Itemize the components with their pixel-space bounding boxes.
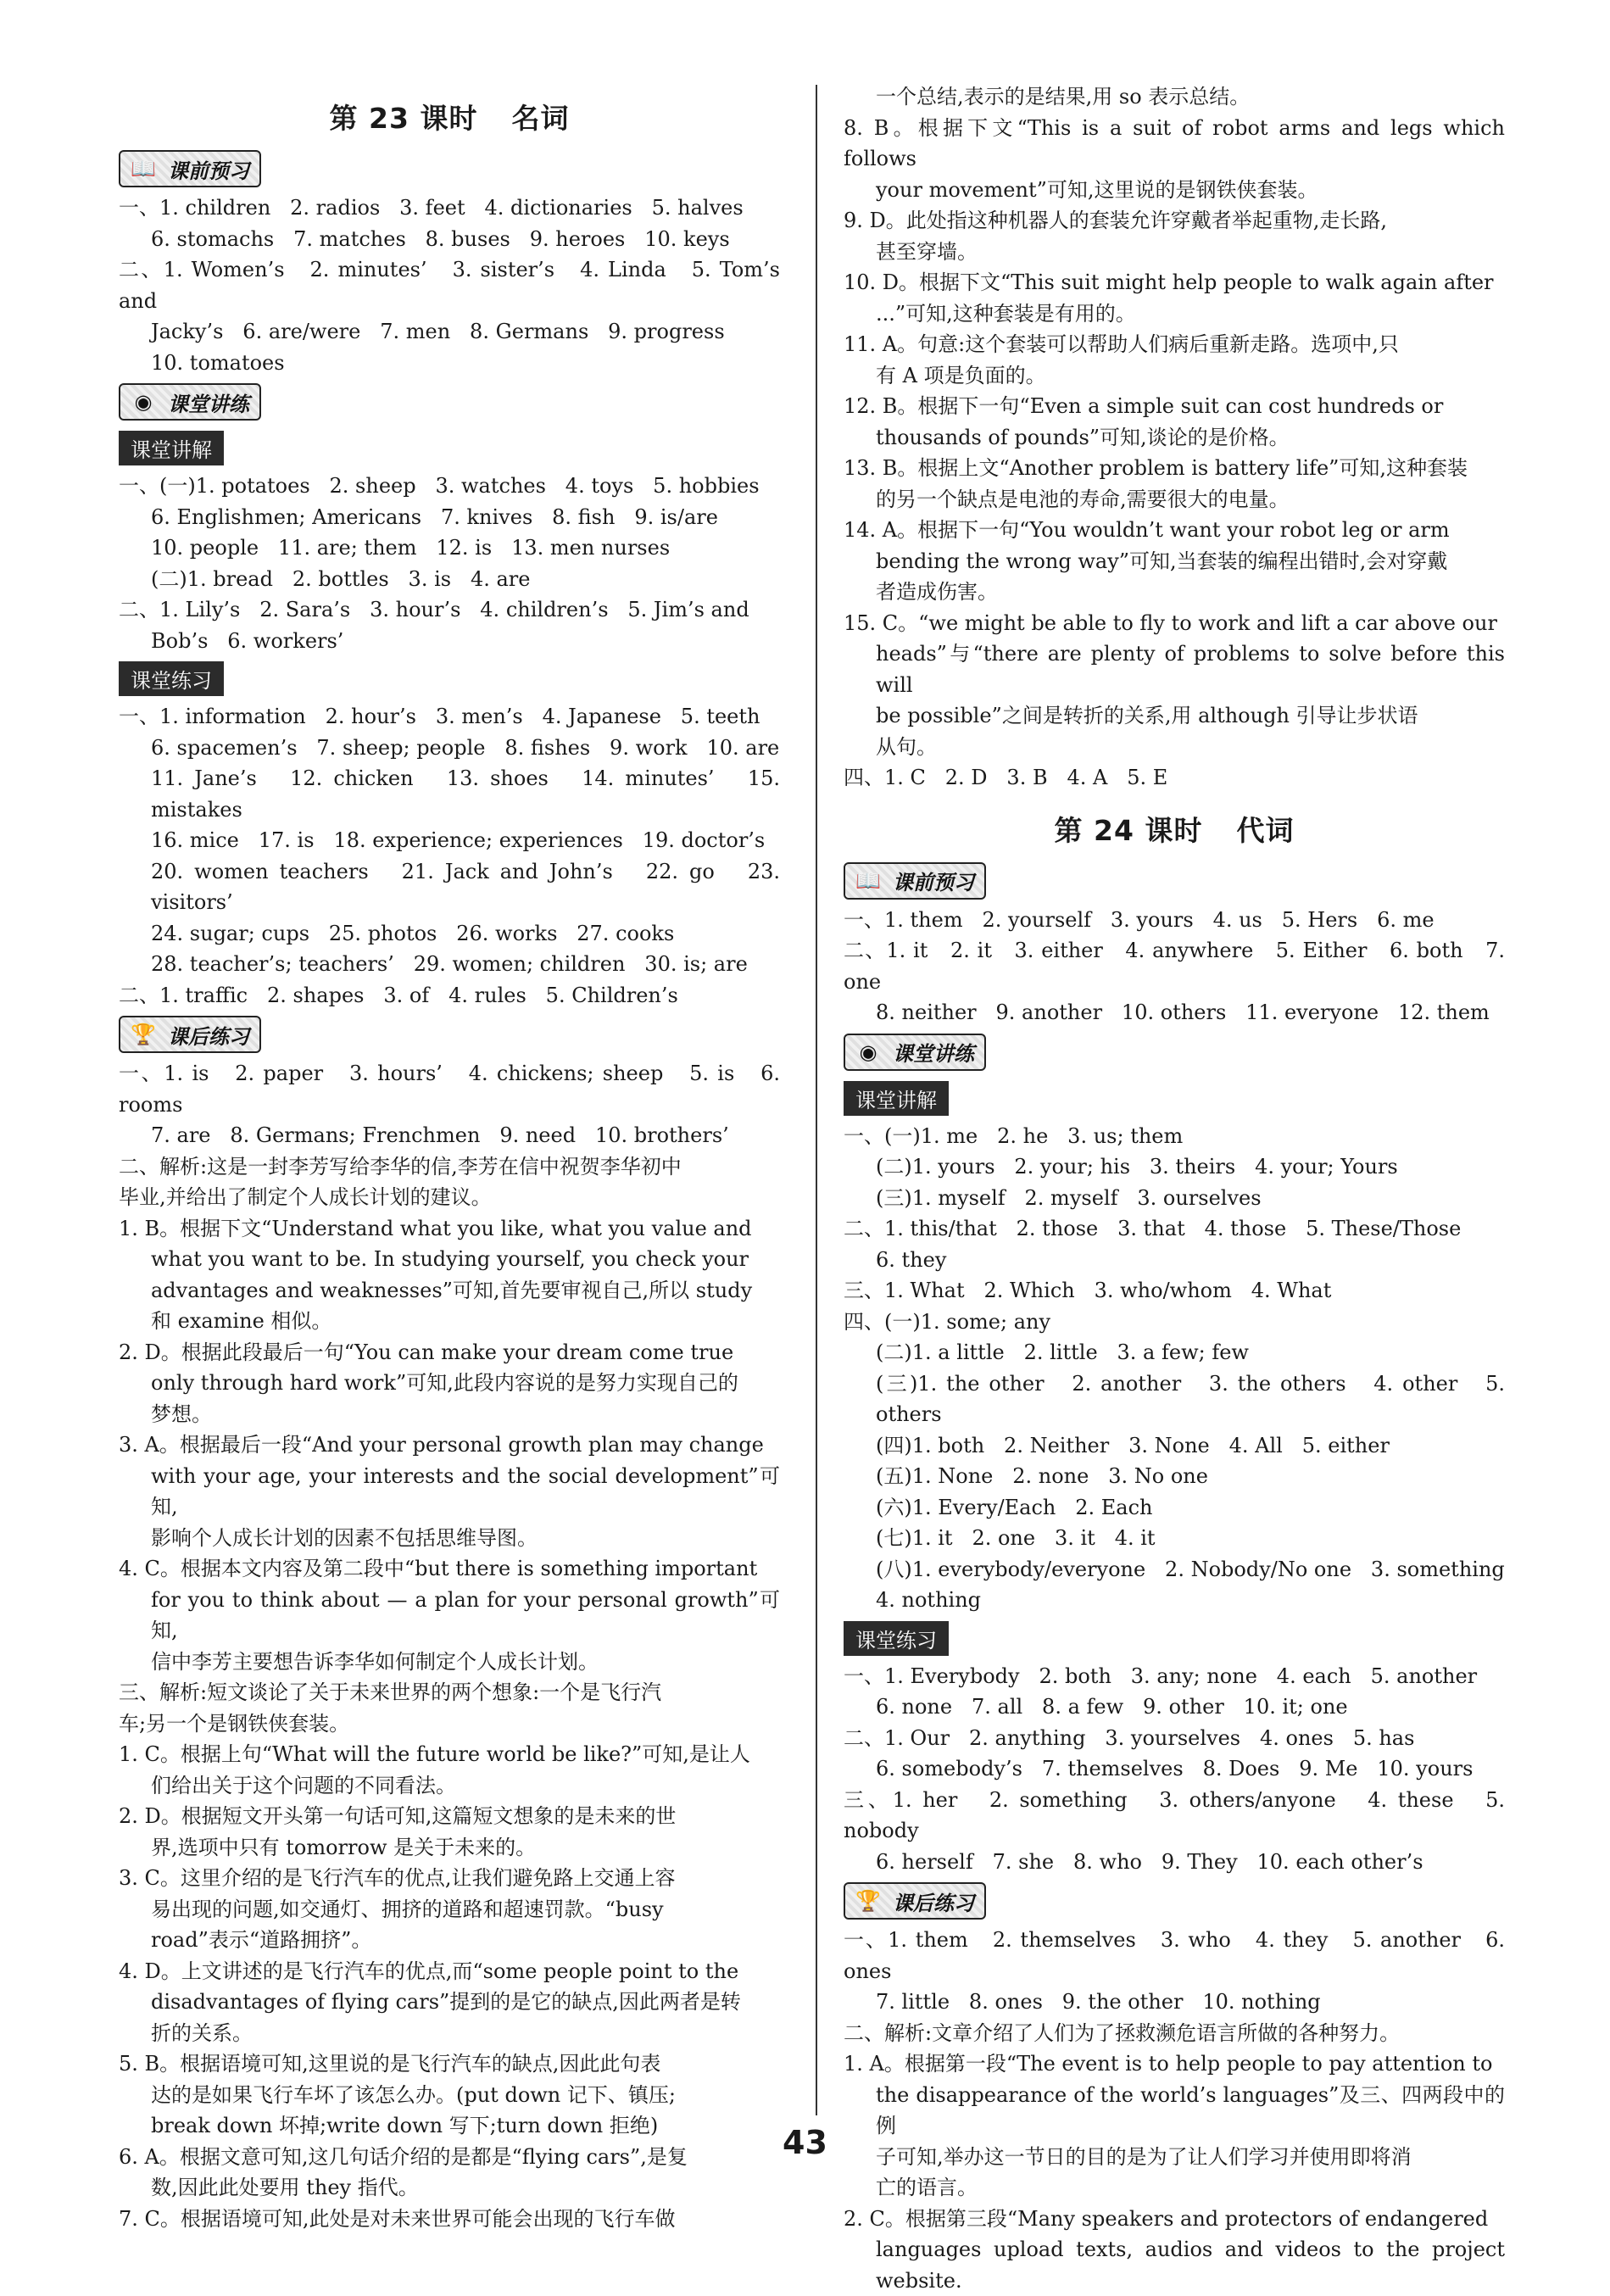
answer-line: (五)1. None 2. none 3. No one — [876, 1464, 1208, 1488]
answer-line: 一、1. them 2. themselves 3. who 4. they 5. another 6. ones — [844, 1928, 1512, 1983]
answer-line: 一、1. is 2. paper 3. hours’ 4. chickens; sheep 5. is 6. rooms — [119, 1062, 787, 1117]
answer-line: 毕业,并给出了制定个人成长计划的建议。 — [119, 1185, 492, 1209]
answer-line: (六)1. Every/Each 2. Each — [876, 1495, 1153, 1519]
answer-line: 亡的语言。 — [876, 2176, 978, 2199]
answer-line: 三、1. What 2. Which 3. who/whom 4. What — [844, 1279, 1332, 1302]
answer-line: the disappearance of the world’s languages”及三、四两段中的例 — [876, 2082, 1505, 2137]
continued-answers — [844, 81, 1512, 794]
answer-line: 9. D。此处指这种机器人的套装允许穿戴者举起重物,走长路, — [844, 209, 1388, 232]
lesson-23-title: 第 23 课时 名词 — [329, 102, 570, 135]
answer-line: 者造成伤害。 — [876, 580, 998, 604]
answer-line: 6. Englishmen; Americans 7. knives 8. fish 9. is/are — [151, 504, 718, 529]
book-icon: 📖 — [131, 157, 156, 181]
answer-line: 2. D。根据此段最后一句“You can make your dream come true — [119, 1340, 734, 1364]
answer-line: 6. herself 7. she 8. who 9. They 10. each other’s — [876, 1849, 1423, 1874]
answer-line: 11. Jane’s 12. chicken 13. shoes 14. minutes’ 15. mistakes — [151, 766, 787, 822]
answer-line: 10. tomatoes — [151, 350, 285, 375]
answer-line: 一个总结,表示的是结果,用 so 表示总结。 — [876, 85, 1251, 109]
answer-line: heads”与“there are plenty of problems to solve before this will — [876, 642, 1512, 697]
answer-line: Bob’s 6. workers’ — [151, 628, 344, 653]
answer-line: 有 A 项是负面的。 — [876, 363, 1046, 387]
trophy-icon: 🏆 — [855, 1889, 881, 1913]
answer-line: 四、1. C 2. D 3. B 4. A 5. E — [844, 766, 1168, 789]
answer-line: be possible”之间是转折的关系,用 although 引导让步状语 — [876, 704, 1418, 727]
answer-line: 们给出关于这个问题的不同看法。 — [151, 1773, 456, 1797]
explain-answers — [844, 1121, 1512, 1616]
explain-answers — [119, 471, 780, 656]
answer-line: 甚至穿墙。 — [876, 239, 978, 264]
answer-line: 4. C。根据本文内容及第二段中“but there is something important — [119, 1557, 758, 1580]
practice-subheading: 课堂练习 — [119, 661, 224, 696]
answer-line: 6. A。根据文意可知,这几句话介绍的是都是“flying cars”,是复 — [119, 2144, 688, 2169]
answer-line: (八)1. everybody/everyone 2. Nobody/No one 3. something — [876, 1557, 1505, 1581]
answer-line: 6. none 7. all 8. a few 9. other 10. it; one — [876, 1695, 1348, 1719]
explain-subheading: 课堂讲解 — [119, 431, 224, 465]
answer-line: 一、1. children 2. radios 3. feet 4. dictionaries 5. halves — [119, 196, 744, 220]
answer-line: 信中李芳主要想告诉李华如何制定个人成长计划。 — [151, 1649, 599, 1674]
answer-line: advantages and weaknesses”可知,首先要审视自己,所以 study — [151, 1278, 753, 1302]
answer-line: (二)1. bread 2. bottles 3. is 4. are — [151, 566, 531, 591]
practice-subheading: 课堂练习 — [844, 1621, 949, 1656]
answer-line: 7. C。根据语境可知,此处是对未来世界可能会出现的飞行车做 — [119, 2206, 676, 2231]
answer-line: 1. A。根据第一段“The event is to help people to pay attention to — [844, 2052, 1493, 2076]
answer-line: 5. B。根据语境可知,这里说的是飞行汽车的缺点,因此此句表 — [119, 2052, 661, 2076]
right-column — [844, 81, 1512, 2296]
preview-banner: 📖 课前预习 — [119, 150, 261, 187]
after-class-answers — [119, 1058, 787, 2234]
preview-answers — [119, 192, 787, 378]
answer-line: 1. B。根据下文“Understand what you like, what you value and — [119, 1216, 752, 1240]
class-banner: ◉ 课堂讲练 — [119, 383, 261, 421]
answer-line: 一、1. Everybody 2. both 3. any; none 4. each 5. another — [844, 1663, 1478, 1688]
answer-line: 8. B。根据下文“This is a suit of robot arms and legs which follows — [844, 115, 1512, 170]
answer-line: 2. D。根据短文开头第一句话可知,这篇短文想象的是未来的世 — [119, 1804, 677, 1828]
answer-line: 24. sugar; cups 25. photos 26. works 27. cooks — [151, 921, 675, 945]
answer-line: 二、1. it 2. it 3. either 4. anywhere 5. Either 6. both 7. one — [844, 939, 1512, 994]
after-class-banner: 🏆 课后练习 — [844, 1882, 986, 1920]
answer-line: 数,因此此处要用 they 指代。 — [151, 2176, 419, 2199]
after-class-banner: 🏆 课后练习 — [119, 1016, 261, 1053]
answer-line: 二、1. Our 2. anything 3. yourselves 4. ones 5. has — [844, 1725, 1415, 1750]
answer-line: 3. C。这里介绍的是飞行汽车的优点,让我们避免路上交通上容 — [119, 1866, 676, 1890]
answer-line: road”表示“道路拥挤”。 — [151, 1928, 372, 1952]
answer-line: 二、1. Lily’s 2. Sara’s 3. hour’s 4. children’s 5. Jim’s and — [119, 598, 749, 621]
answer-line: 7. little 8. ones 9. the other 10. nothing — [876, 1990, 1321, 2014]
answer-line: 6. somebody’s 7. themselves 8. Does 9. Me 10. yours — [876, 1757, 1474, 1781]
answer-line: 6. stomachs 7. matches 8. buses 9. heroes 10. keys — [151, 226, 730, 251]
answer-line: 15. C。“we might be able to fly to work and lift a car above our — [844, 610, 1497, 635]
answer-line: only through hard work”可知,此段内容说的是努力实现自己的 — [151, 1371, 738, 1395]
page-number: 43 — [783, 2124, 827, 2161]
answer-line: 11. A。句意:这个套装可以帮助人们病后重新走路。选项中,只 — [844, 332, 1399, 356]
answer-line: 6. spacemen’s 7. sheep; people 8. fishes 9. work 10. are — [151, 735, 780, 760]
answer-line: 12. B。根据下一句“Even a simple suit can cost hundreds or — [844, 394, 1444, 418]
answer-line: 三、1. her 2. something 3. others/anyone 4. these 5. nobody — [844, 1787, 1512, 1842]
answer-line: 从句。 — [876, 734, 937, 759]
answer-line: 二、1. traffic 2. shapes 3. of 4. rules 5. Children’s — [119, 983, 678, 1007]
answer-line: 折的关系。 — [151, 2020, 253, 2045]
trophy-icon: 🏆 — [131, 1023, 156, 1046]
answer-line: 车;另一个是钢铁侠套装。 — [119, 1711, 350, 1736]
left-column — [119, 81, 787, 2234]
answer-line: 10. D。根据下文“This suit might help people to walk again after — [844, 270, 1494, 294]
answer-line: 三、解析:短文谈论了关于未来世界的两个想象:一个是飞行汽 — [119, 1680, 662, 1704]
book-icon: 📖 — [855, 868, 881, 893]
preview-answers — [844, 905, 1512, 1028]
answer-line: 梦想。 — [151, 1402, 212, 1426]
answer-line: 10. people 11. are; them 12. is 13. men nurses — [151, 536, 671, 560]
preview-banner: 📖 课前预习 — [844, 862, 986, 900]
answer-line: thousands of pounds”可知,谈论的是价格。 — [876, 425, 1290, 449]
answer-line: 6. they — [876, 1247, 947, 1272]
answer-line: what you want to be. In studying yourself, you check your — [151, 1247, 749, 1271]
answer-line: 一、(一)1. potatoes 2. sheep 3. watches 4. toys 5. hobbies — [119, 474, 760, 498]
answer-line: 二、1. Women’s 2. minutes’ 3. sister’s 4. Linda 5. Tom’s and — [119, 258, 787, 313]
answer-line: 16. mice 17. is 18. experience; experiences 19. doctor’s — [151, 828, 766, 852]
answer-line: 影响个人成长计划的因素不包括思维导图。 — [151, 1525, 538, 1550]
answer-line: (二)1. a little 2. little 3. a few; few — [876, 1340, 1249, 1364]
answer-line: 和 examine 相似。 — [151, 1309, 332, 1333]
answer-line: 13. B。根据上文“Another problem is battery life”可知,这种套装 — [844, 456, 1468, 480]
lesson-24-title: 第 24 课时 代词 — [1054, 813, 1295, 847]
answer-line: Jacky’s 6. are/were 7. men 8. Germans 9. progress — [151, 320, 725, 343]
answer-line: 一、1. them 2. yourself 3. yours 4. us 5. Hers 6. me — [844, 907, 1435, 932]
answer-line: (二)1. yours 2. your; his 3. theirs 4. your; Yours — [876, 1155, 1398, 1179]
answer-line: 子可知,举办这一节日的目的是为了让人们学习并使用即将消 — [876, 2144, 1412, 2169]
answer-line: 3. A。根据最后一段“And your personal growth plan may change — [119, 1433, 764, 1457]
answer-line: 14. A。根据下一句“You wouldn’t want your robot leg or arm — [844, 518, 1450, 542]
answer-line: 二、1. this/that 2. those 3. that 4. those 5. These/Those — [844, 1217, 1462, 1240]
answer-line: 达的是如果飞行车坏了该怎么办。(put down 记下、镇压; — [151, 2082, 676, 2107]
answer-line: break down 坏掉;write down 写下;turn down 拒绝) — [151, 2114, 659, 2137]
answer-line: 四、(一)1. some; any — [844, 1309, 1051, 1334]
answer-line: (三)1. the other 2. another 3. the others 4. other 5. others — [876, 1371, 1512, 1426]
answer-line: 2. C。根据第三段“Many speakers and protectors of endangered — [844, 2206, 1489, 2231]
column-divider — [816, 85, 817, 2115]
answer-line: languages upload texts, audios and videos to the project website. — [876, 2237, 1512, 2293]
answer-line: 一、(一)1. me 2. he 3. us; them — [844, 1123, 1184, 1148]
globe-icon: ◉ — [134, 390, 153, 414]
explain-subheading: 课堂讲解 — [844, 1081, 949, 1116]
answer-line: (四)1. both 2. Neither 3. None 4. All 5. either — [876, 1433, 1390, 1457]
answer-line: 的另一个缺点是电池的寿命,需要很大的电量。 — [876, 487, 1290, 511]
practice-answers — [119, 701, 787, 1011]
after-class-answers — [844, 1925, 1512, 2296]
answer-line: 4. nothing — [876, 1588, 982, 1612]
class-banner: ◉ 课堂讲练 — [844, 1034, 986, 1071]
answer-line: 一、1. information 2. hour’s 3. men’s 4. Japanese 5. teeth — [119, 705, 760, 728]
answer-line: 二、解析:这是一封李芳写给李华的信,李芳在信中祝贺李华初中 — [119, 1154, 682, 1179]
answer-line: 4. D。上文讲述的是飞行汽车的优点,而“some people point to the — [119, 1959, 739, 1983]
answer-line: your movement”可知,这里说的是钢铁侠套装。 — [876, 177, 1318, 202]
answer-line: 28. teacher’s; teachers’ 29. women; children 30. is; are — [151, 952, 748, 976]
answer-line: 20. women teachers 21. Jack and John’s 22. go 23. visitors’ — [151, 859, 787, 914]
answer-line: 8. neither 9. another 10. others 11. everyone 12. them — [876, 1000, 1490, 1024]
answer-line: 二、解析:文章介绍了人们为了拯救濒危语言所做的各种努力。 — [844, 2020, 1401, 2045]
answer-line: disadvantages of flying cars”提到的是它的缺点,因此两者是转 — [151, 1990, 741, 2014]
answer-line: 7. are 8. Germans; Frenchmen 9. need 10. brothers’ — [151, 1123, 729, 1147]
answer-line: 界,选项中只有 tomorrow 是关于未来的。 — [151, 1835, 537, 1859]
answer-line: ...”可知,这种套装是有用的。 — [876, 301, 1136, 326]
answer-line: (七)1. it 2. one 3. it 4. it — [876, 1526, 1156, 1550]
answer-line: 易出现的问题,如交通灯、拥挤的道路和超速罚款。“busy — [151, 1897, 664, 1921]
answer-line: with your age, your interests and the social development”可知, — [151, 1463, 780, 1519]
answer-line: (三)1. myself 2. myself 3. ourselves — [876, 1185, 1262, 1210]
answer-line: for you to think about — a plan for your personal growth”可知, — [151, 1587, 780, 1642]
answer-line: 1. C。根据上句“What will the future world be like?”可知,是让人 — [119, 1742, 750, 1766]
globe-icon: ◉ — [859, 1039, 877, 1064]
practice-answers — [844, 1661, 1512, 1878]
answer-line: bending the wrong way”可知,当套装的编程出错时,会对穿戴 — [876, 549, 1448, 573]
